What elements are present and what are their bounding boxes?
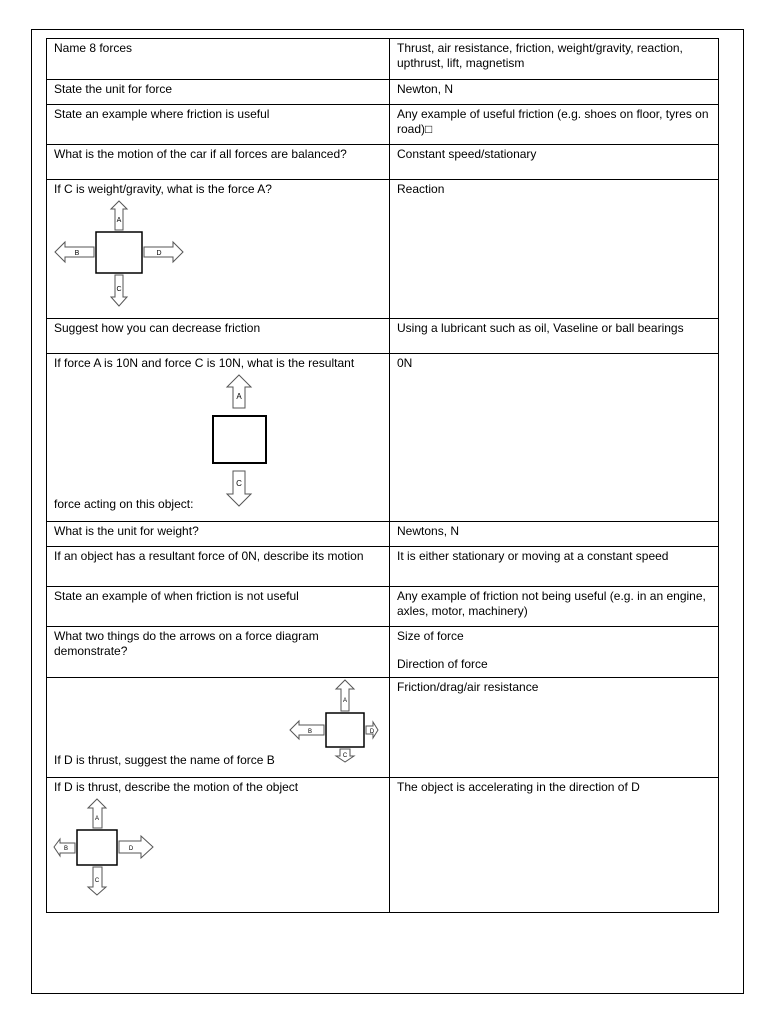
answer-text-second: Direction of force — [397, 657, 488, 671]
arrow-c-label: C — [94, 878, 100, 884]
answer-text: The object is accelerating in the direction of D — [397, 780, 640, 794]
answer-cell — [390, 105, 719, 145]
question-cell — [47, 354, 390, 522]
object-box — [213, 416, 266, 463]
arrow-a-icon — [111, 201, 127, 230]
arrow-d-icon — [144, 242, 183, 262]
answer-text: Any example of useful friction (e.g. shoes on floor, tyres on road)□ — [397, 107, 709, 136]
question-text: State an example of when friction is not useful — [54, 589, 299, 603]
force-diagram-3 — [289, 679, 385, 763]
arrow-d-label: D — [156, 250, 162, 257]
object-box — [77, 830, 117, 865]
table-row — [47, 522, 719, 547]
object-box — [326, 713, 364, 747]
table-row — [47, 319, 719, 354]
question-cell — [47, 145, 390, 180]
arrow-c-icon — [227, 471, 251, 506]
table-row — [47, 547, 719, 587]
arrow-b-label: B — [74, 250, 80, 257]
question-cell — [47, 587, 390, 627]
question-cell — [47, 522, 390, 547]
forces-qa-table — [46, 38, 719, 913]
force-diagram-1 — [53, 200, 185, 308]
answer-text: Newtons, N — [397, 524, 460, 538]
answer-cell — [390, 180, 719, 319]
question-text: Suggest how you can decrease friction — [54, 321, 261, 335]
arrow-a-label: A — [236, 392, 242, 401]
answer-cell — [390, 145, 719, 180]
question-cell — [47, 547, 390, 587]
answer-text: Constant speed/stationary — [397, 147, 537, 161]
answer-text: Any example of friction not being useful (e.g. in an engine, axles, motor, machinery) — [397, 589, 706, 618]
question-text: State an example where friction is useful — [54, 107, 270, 121]
question-cell — [47, 39, 390, 80]
arrow-a-icon — [88, 799, 106, 828]
answer-text: It is either stationary or moving at a constant speed — [397, 549, 669, 563]
question-text-continued: force acting on this object: — [54, 497, 194, 511]
answer-text: Reaction — [397, 182, 445, 196]
answer-text: Size of force — [397, 629, 464, 643]
table-row — [47, 587, 719, 627]
arrow-c-label: C — [116, 286, 122, 293]
table-row — [47, 354, 719, 522]
answer-text: Thrust, air resistance, friction, weight/gravity, reaction, upthrust, lift, magnetism — [397, 41, 683, 70]
answer-cell — [390, 522, 719, 547]
arrow-c-label: C — [342, 753, 348, 759]
arrow-a-label: A — [342, 698, 348, 704]
question-cell — [47, 778, 390, 913]
question-cell — [47, 627, 390, 678]
answer-cell — [390, 354, 719, 522]
question-text: Name 8 forces — [54, 41, 133, 55]
question-text: If force A is 10N and force C is 10N, what is the resultant — [54, 356, 355, 370]
answer-cell — [390, 627, 719, 678]
question-text: If C is weight/gravity, what is the force A? — [54, 182, 272, 196]
table-row — [47, 105, 719, 145]
question-text: What is the unit for weight? — [54, 524, 199, 538]
force-diagram-2 — [210, 374, 268, 509]
table-row — [47, 39, 719, 80]
answer-text: 0N — [397, 356, 413, 370]
question-text: State the unit for force — [54, 82, 173, 96]
table-row — [47, 627, 719, 678]
question-text: What is the motion of the car if all forces are balanced? — [54, 147, 347, 161]
question-cell — [47, 319, 390, 354]
force-diagram-4 — [53, 798, 157, 897]
table-row — [47, 678, 719, 778]
table-row — [47, 778, 719, 913]
answer-cell — [390, 80, 719, 105]
arrow-a-label: A — [116, 217, 122, 224]
question-text: If an object has a resultant force of 0N, describe its motion — [54, 549, 364, 563]
question-cell — [47, 80, 390, 105]
answer-text: Friction/drag/air resistance — [397, 680, 539, 694]
question-text: What two things do the arrows on a force diagram demonstrate? — [54, 629, 319, 658]
question-text: If D is thrust, suggest the name of force B — [54, 753, 275, 767]
arrow-d-label: D — [128, 846, 134, 852]
object-box — [96, 232, 142, 273]
table-row — [47, 145, 719, 180]
answer-cell — [390, 778, 719, 913]
question-cell — [47, 180, 390, 319]
table-row — [47, 180, 719, 319]
answer-cell — [390, 587, 719, 627]
arrow-b-label: B — [63, 846, 69, 852]
answer-cell — [390, 39, 719, 80]
arrow-a-icon — [336, 680, 354, 711]
arrow-d-label: D — [369, 729, 375, 735]
question-text: If D is thrust, describe the motion of the object — [54, 780, 299, 794]
arrow-b-label: B — [307, 729, 313, 735]
answer-text: Newton, N — [397, 82, 454, 96]
arrow-d-icon — [119, 836, 153, 858]
answer-text: Using a lubricant such as oil, Vaseline or ball bearings — [397, 321, 684, 335]
arrow-c-label: C — [236, 479, 242, 488]
answer-cell — [390, 678, 719, 778]
question-cell — [47, 105, 390, 145]
answer-cell — [390, 547, 719, 587]
arrow-a-label: A — [94, 816, 100, 822]
table-row — [47, 80, 719, 105]
answer-cell — [390, 319, 719, 354]
question-cell — [47, 678, 390, 778]
